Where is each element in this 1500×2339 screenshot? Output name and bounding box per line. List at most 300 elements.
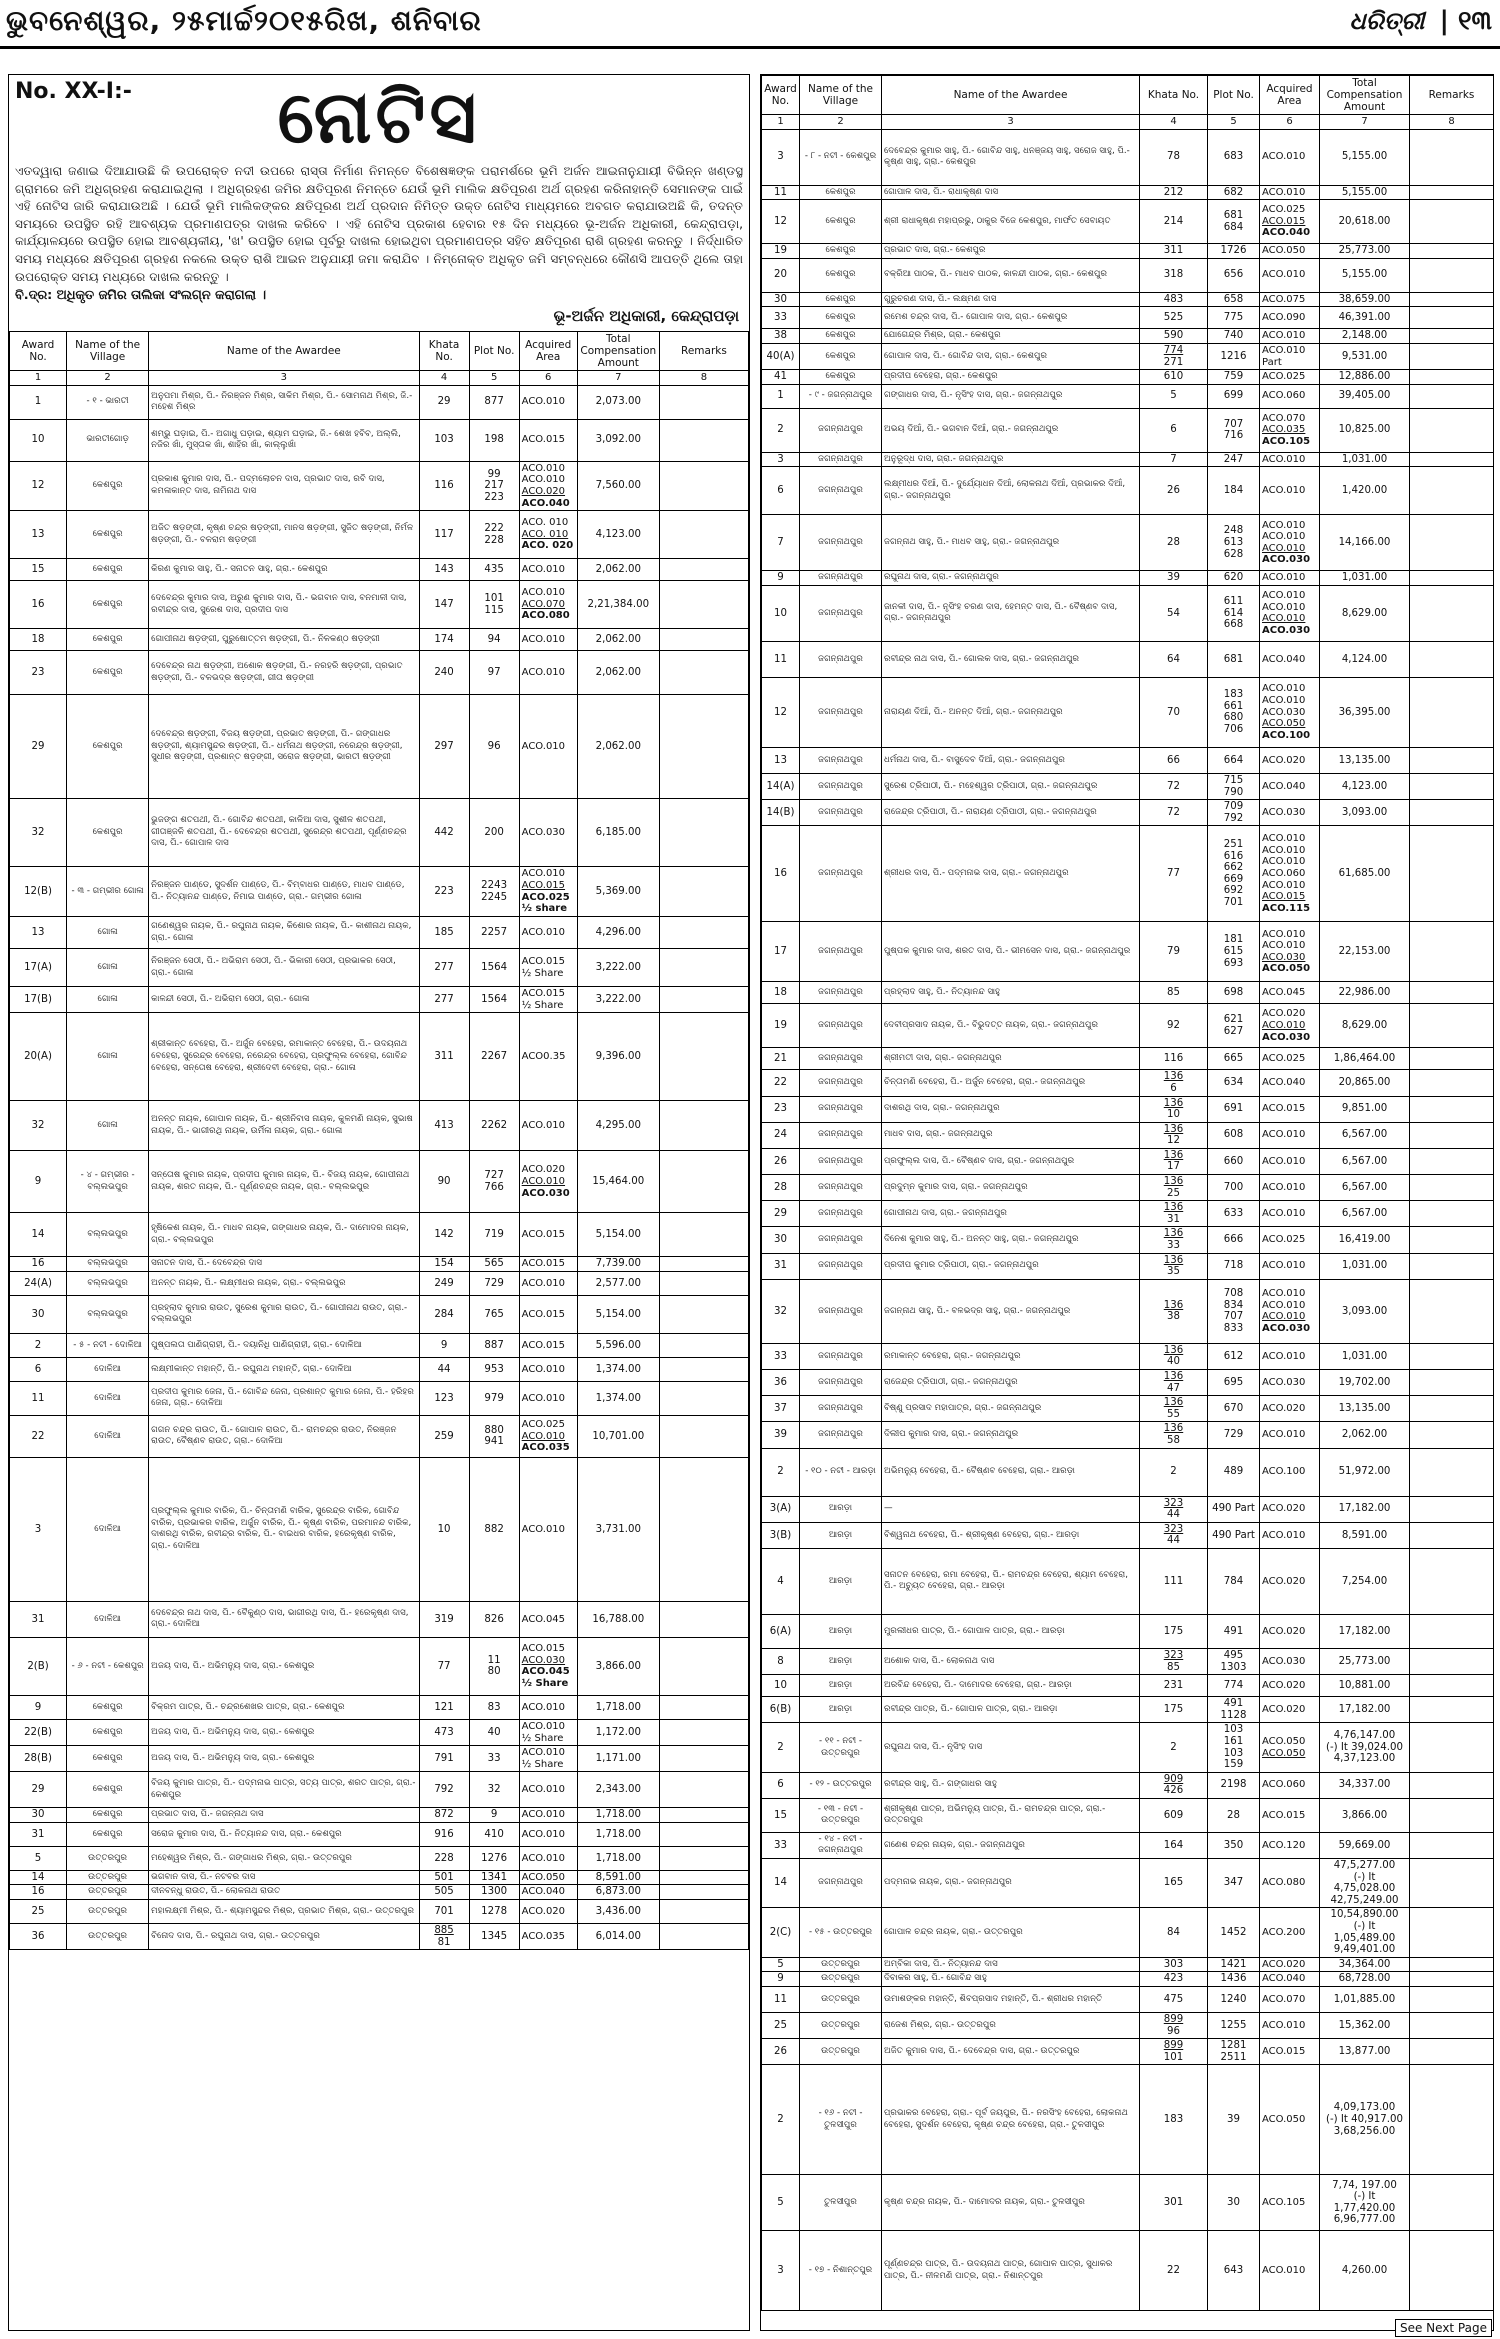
compensation-cell: 6,185.00 [577,799,659,867]
area-cell [1260,2013,1320,2039]
khata-line: 136 [1163,1371,1184,1382]
remarks-cell [1410,1972,1494,1987]
index-cell: 6 [519,371,577,386]
area-cell [1260,800,1320,826]
area-value: ACO.020 [1262,1402,1306,1414]
area-value: ACO.045 [1262,987,1306,999]
header-area: Acquired Area [1260,76,1320,115]
khata-cell: 111 [1140,1548,1208,1614]
plot-number: 183 [1223,689,1244,701]
award-no-cell: 14 [10,1213,67,1257]
awardee-cell: ଅନୁରୂଦ୍ଧ ଦାସ, ଗ୍ରା.- ଜଗନ୍ନାଥପୁର [882,452,1140,467]
area-cell [1260,343,1320,369]
area-cell [519,1101,577,1151]
plot-number: 708 [1223,1288,1244,1300]
awardee-cell: ଗଙ୍ଗାଧର ଦାସ, ପି.- ନୃସିଂହ ଦାସ, ଗ୍ରା.- ଜଗନ୍ନାଥପୁର [882,384,1140,408]
award-no-cell: 3 [10,1457,67,1601]
compensation-cell: 13,135.00 [1320,1396,1410,1422]
area-value: ½ share [521,903,568,915]
khata-cell: 284 [419,1295,469,1333]
area-value: ACO.010 [521,1852,566,1864]
area-cell [1260,1422,1320,1448]
remarks-cell [1410,2039,1494,2065]
area-value: ACO.015 [521,434,566,446]
award-no-cell: 7 [762,515,800,571]
awardee-cell: ଗୋପୀନାଥ ଦାସ, ଗ୍ରା.- ଜଗନ୍ନାଥପୁର [882,1201,1140,1227]
khata-cell: 78 [1140,129,1208,185]
plot-cell [1208,292,1260,307]
awardee-cell: ଶ୍ରୀ ରାଧାକୃଷ୍ଣ ମହାପ୍ରଭୁ, ଠାକୁର ବିଜେ କେଶପୁର, ମାର୍ଫତ ସେବାୟତ [882,200,1140,244]
table-row [10,1333,749,1357]
area-value: ½ Share [521,1758,564,1770]
plot-number: 2511 [1220,2051,1247,2063]
award-no-cell: 19 [762,244,800,259]
area-value: ACO.010 [521,926,566,938]
plot-cell [1208,370,1260,385]
area-value: ACO.070 [1262,412,1306,424]
remarks-cell [1410,1859,1494,1908]
village-cell: କେଶପୁର [67,1772,149,1808]
notice-paragraph: ଏତଦ୍ୱାରା ଜଣାଇ ଦିଆଯାଉଛି କି ଉପରୋକ୍ତ ନଦୀ ଉପରେ ରାସ୍ତା ନିର୍ମାଣ ନିମନ୍ତେ ବିଶେଷଜ୍ଞଙ୍କ ପରାମର୍ଶରେ ଭୂମି ଅର୍ଜନ ଆଇନାନୁଯାୟୀ ବିଭିନ୍ନ ଖଣ୍ଡସ୍ଥ ଗ୍ରାମରେ ଜମି ଅଧିଗ୍ରହଣ କରାଯାଇଥିଲା । ଅଧିଗ୍ରହଣ ଜମିର କ୍ଷତିପୂରଣ ନିମନ୍ତେ ଯେଉଁ ଭୂମି ମାଲିକ କ୍ଷତିପୂରଣ ଅର୍ଥ ଗ୍ରହଣ କରିନାହାନ୍ତି ସେମାନଙ୍କ ପାଇଁ ଏହି ନୋଟିସ ଜାରି କରାଯାଉଅଛି । ଯେଉଁ ଭୂମି ମାଲିକଙ୍କର କ୍ଷତିପୂରଣ ଅର୍ଥ ପ୍ରଦାନ ନିମିତ୍ତ ଉକ୍ତ ନୋଟିସ ମାଧ୍ୟମରେ ଅବଗତ କରାଯାଉଅଛି କି, ତଦନ୍ତ ସମୟରେ ଉପସ୍ଥିତ ରହି ଆବଶ୍ୟକ ପ୍ରମାଣପତ୍ର ଦାଖଲ କରିବେ । ଏହି ନୋଟିସ ପ୍ରକାଶ ହେବାର ୧୫ ଦିନ ମଧ୍ୟରେ ଭୂ-ଅର୍ଜନ ଅଧିକାରୀ, କେନ୍ଦ୍ରାପଡ଼ା, କାର୍ଯ୍ୟାଳୟରେ ଉପସ୍ଥିତ ହୋଇ ଆବଶ୍ୟକୀୟ, 'ଖ' ଉପସ୍ଥିତ ହୋଇ ପୂର୍ବରୁ ଦାଖଲ ହୋଇଥିବା ପ୍ରମାଣପତ୍ର ସହିତ କ୍ଷତିପୂରଣ ରାଶି ଗ୍ରହଣ କରନ୍ତୁ । ନିର୍ଦ୍ଧାରିତ ସମୟ ମଧ୍ୟରେ କ୍ଷତିପୂରଣ ଗ୍ରହଣ ନକଲେ ଉକ୍ତ ରାଶି ଆଇନ ଅନୁଯାୟୀ ଜମା କରାଯିବ । ନିମ୍ନୋକ୍ତ ଅଧିକୃତ ଜମି ସମ୍ବନ୍ଧରେ କୌଣସି ଆପତ୍ତି ଥିଲେ ତାହା ଉପରୋକ୍ତ ସମୟ ମଧ୍ୟରେ ଦାଖଲ କରନ୍ତୁ । [15,164,743,284]
village-cell: କେଶପୁର [67,511,149,559]
plot-number: 101 [484,593,504,605]
awardee-cell: କୃଷ୍ଣ ଚନ୍ଦ୍ର ନାୟକ, ପି.- ଦାମୋଦର ନାୟକ, ଗ୍ରା.- ତୁଳସୀପୁର [882,2175,1140,2231]
compensation-cell: 4,295.00 [577,1101,659,1151]
plot-cell [1208,1772,1260,1798]
remarks-cell [1410,2065,1494,2175]
comp-line: 4,76,147.00 [1333,1730,1396,1742]
area-value: ACO.120 [1262,1839,1306,1851]
plot-number: 489 [1223,1466,1244,1478]
village-cell: ଜଗନ୍ନାଥପୁର [800,1148,882,1174]
area-cell [519,799,577,867]
plot-cell [1208,641,1260,677]
awardee-cell: ଅଭୟ ଦିଆଁ, ପି.- ଭଗବାନ ଦିଆଁ, ଗ୍ରା.- ଜଗନ୍ନାଥପୁର [882,408,1140,452]
plot-cell [1208,1522,1260,1548]
area-value: ACO.010 [1262,531,1306,543]
header-award-no: Award No. [10,332,67,371]
area-cell [1260,185,1320,200]
table-row [10,419,749,461]
header-village: Name of the Village [800,76,882,115]
awardee-cell: ଲକ୍ଷ୍ମୀଧର ଦିଆଁ, ପି.- ଦୁର୍ଯ୍ୟୋଧନ ଦିଆଁ, ଲୋକନାଥ ଦିଆଁ, ପ୍ରଭାକର ଦିଆଁ, ଗ୍ରା.- ଜଗନ୍ନାଥପୁର [882,467,1140,515]
plot-number: 775 [1223,312,1244,324]
khata-cell: 2 [1140,1723,1208,1772]
plot-number: 979 [484,1392,504,1404]
table-row [762,329,1494,344]
remarks-cell [659,799,748,867]
khata-cell: 228 [419,1846,469,1870]
compensation-cell: 46,391.00 [1320,307,1410,329]
compensation-cell: 7,254.00 [1320,1548,1410,1614]
area-value: ACO.030 [1262,1031,1311,1043]
area-value: ACO.010 [1262,1288,1306,1300]
compensation-cell: 10,701.00 [577,1415,659,1457]
plot-number: 691 [1223,1103,1244,1115]
award-no-cell: 33 [762,1832,800,1858]
plot-number: 1452 [1220,1926,1247,1938]
village-cell: କେଶପୁର [67,1822,149,1846]
header-award-no: Award No. [762,76,800,115]
table-row [10,1719,749,1745]
plot-cell [469,1601,519,1637]
area-cell [1260,1096,1320,1122]
village-cell: ବଲ୍ଲଭପୁର [67,1271,149,1295]
award-no-cell: 15 [10,559,67,581]
village-cell: ଉତ୍ତରପୁର [67,1924,149,1950]
plot-number: 1128 [1220,1709,1247,1721]
award-no-cell: 26 [762,1148,800,1174]
award-no-cell: 9 [762,1972,800,1987]
area-cell [1260,408,1320,452]
table-row [762,1798,1494,1832]
khata-cell: 28 [1140,515,1208,571]
plot-cell [469,1013,519,1101]
compensation-cell: 3,731.00 [577,1457,659,1601]
khata-cell: 442 [419,799,469,867]
remarks-cell [659,1357,748,1381]
award-no-cell: 14(B) [762,800,800,826]
table-row [762,2231,1494,2311]
index-cell: 5 [469,371,519,386]
award-no-cell: 4 [762,1548,800,1614]
village-cell: ବଲ୍ଲଭପୁର [67,1213,149,1257]
table-row [10,581,749,629]
awardee-cell: ଅଜୟ ଦାସ, ପି.- ଅଭିମନ୍ୟୁ ଦାସ, ଗ୍ରା.- କେଶପୁର [149,1637,419,1695]
remarks-cell [1410,185,1494,200]
awardee-cell: ଧର୍ମନାଥ ଦାସ, ପି.- ବାସୁଦେବ ଦିଆଁ, ଗ୍ରା.- ଜଗନ୍ନାଥପୁର [882,747,1140,773]
table-row [762,1832,1494,1858]
compensation-cell: 9,531.00 [1320,343,1410,369]
area-value: ACO.010 [1262,613,1306,625]
awardee-cell: ପ୍ରଭାତ ଦାସ, ପି.- ଜଗନ୍ନାଥ ଦାସ [149,1808,419,1823]
area-value: ACO.025 [1262,371,1306,383]
table-row [762,1004,1494,1048]
khata-cell: 231 [1140,1675,1208,1697]
area-value: ACO.010 [1262,928,1306,940]
area-value: ACO.010 [1262,519,1306,531]
remarks-cell [1410,1832,1494,1858]
header-compensation: Total Compensation Amount [1320,76,1410,115]
plot-cell [1208,826,1260,922]
area-cell [519,1151,577,1213]
award-no-cell: 23 [10,651,67,695]
area-value: ACO.010 [521,1701,566,1713]
remarks-cell [1410,585,1494,641]
awardee-cell: ଅରବିନ୍ଦ ବେହେରା, ପି.- ଦାମୋଦର ବେହେରା, ଗ୍ରା.- ଆରଡ଼ା [882,1675,1140,1697]
area-cell [1260,1070,1320,1096]
remarks-cell [659,1746,748,1772]
remarks-cell [1410,1987,1494,2013]
plot-number: 80 [487,1666,501,1678]
table-row [10,1295,749,1333]
remarks-cell [659,1295,748,1333]
khata-cell [1140,1175,1208,1201]
newspaper-logo: ଧରିତ୍ରୀ [1349,6,1425,35]
village-cell: ବଲ୍ଲଭପୁର [67,1257,149,1272]
khata-cell: 240 [419,651,469,695]
area-value: ACO.015 [521,988,566,1000]
plot-cell [1208,1614,1260,1648]
area-cell [1260,1908,1320,1957]
award-no-cell: 24 [762,1122,800,1148]
khata-line: 101 [1163,2051,1184,2063]
table-row [10,1772,749,1808]
remarks-cell [1410,1448,1494,1496]
area-value: ACO.105 [1262,436,1311,448]
remarks-cell [1410,747,1494,773]
plot-cell [1208,384,1260,408]
award-no-cell: 14(A) [762,773,800,799]
area-value: ACO.015 [521,1643,566,1655]
plot-number: 222 [484,523,504,535]
plot-number: 693 [1223,957,1244,969]
table-row [10,1381,749,1415]
area-value: ACO.035 [521,1930,566,1942]
award-no-cell: 25 [10,1900,67,1924]
khata-cell: 185 [419,917,469,949]
area-value: ACO.075 [1262,293,1306,305]
village-cell: ଜଗନ୍ନାଥପୁର [800,571,882,586]
table-row [10,695,749,799]
area-value: ACO.030 [1262,706,1306,718]
khata-cell: 84 [1140,1908,1208,1957]
award-no-cell: 2 [762,1448,800,1496]
compensation-cell: 3,222.00 [577,987,659,1013]
plot-cell [1208,571,1260,586]
village-cell: ଆରଡ଼ା [800,1522,882,1548]
compensation-cell: 3,866.00 [1320,1798,1410,1832]
plot-number: 1726 [1220,245,1247,257]
plot-cell [1208,185,1260,200]
area-value: ACO.100 [1262,1466,1306,1478]
compensation-cell: 20,618.00 [1320,200,1410,244]
khata-cell: 475 [1140,1987,1208,2013]
awardee-cell: ଅଜୟ ଦାସ, ପି.- ଅଭିମନ୍ୟୁ ଦାସ, ଗ୍ରା.- କେଶପୁର [149,1719,419,1745]
area-value: ACO.040 [1262,1077,1306,1089]
khata-line: 136 [1163,1149,1184,1161]
area-cell [1260,1279,1320,1343]
compensation-cell: 7,560.00 [577,461,659,510]
compensation-cell: 9,396.00 [577,1013,659,1101]
plot-number: 217 [484,480,504,492]
table-row [762,641,1494,677]
plot-number: 347 [1223,1877,1244,1889]
remarks-cell [1410,292,1494,307]
award-no-cell: 13 [762,747,800,773]
area-value: ½ Share [521,999,564,1011]
table-row [10,629,749,651]
compensation-cell: 22,153.00 [1320,922,1410,982]
khata-line: 81 [437,1936,451,1948]
plot-number: 1345 [481,1930,508,1942]
plot-number: 565 [484,1258,504,1270]
khata-cell [1140,1648,1208,1674]
plot-cell [469,917,519,949]
remarks-cell [1410,1048,1494,1070]
award-no-cell: 19 [762,1004,800,1048]
area-cell [1260,1697,1320,1723]
area-cell [1260,329,1320,344]
left-column [8,74,750,2331]
awardee-cell: — [882,1496,1140,1522]
village-cell: ଜଗନ୍ନାଥପୁର [800,467,882,515]
remarks-cell [659,559,748,581]
table-row [762,1396,1494,1422]
awardee-cell: ଭଗବାନ ଦାସ, ପି.- ନଟବର ଦାସ [149,1870,419,1885]
left-table-body [10,385,749,1950]
area-value: ACO.070 [1262,1993,1306,2005]
plot-number: 784 [1223,1575,1244,1587]
area-cell [1260,1548,1320,1614]
awardee-cell: ପ୍ରଦୀପ ବେହେରା, ଗ୍ରା.- କେଶପୁର [882,370,1140,385]
khata-cell: 66 [1140,747,1208,773]
table-row [762,922,1494,982]
plot-number: 729 [484,1277,504,1289]
header-awardee: Name of the Awardee [149,332,419,371]
plot-cell [469,1333,519,1357]
award-no-cell: 16 [10,1257,67,1272]
page-header [0,0,1500,49]
table-row [762,515,1494,571]
khata-line: 85 [1167,1661,1180,1673]
award-no-cell: 9 [10,1151,67,1213]
header-remarks: Remarks [1410,76,1494,115]
awardee-cell: ଅଜିତ ଷଡ଼ଙ୍ଗୀ, କୃଷ୍ଣ ଚନ୍ଦ୍ର ଷଡ଼ଙ୍ଗୀ, ମାନସ ଷଡ଼ଙ୍ଗୀ, ସୁଜିତ ଷଡ଼ଙ୍ଗୀ, ନିର୍ମଳ ଷଡ଼ଙ୍ଗୀ, ପି.- ବଳରାମ ଷଡ଼ଙ୍ଗୀ [149,511,419,559]
award-no-cell: 38 [762,329,800,344]
area-value: ACO.010 [521,1363,566,1375]
area-value: ACO.040 [521,1886,566,1898]
area-cell [519,867,577,917]
plot-cell [469,1808,519,1823]
area-value: ACO.010 [1262,856,1306,868]
village-cell: କେଶପୁର [800,307,882,329]
khata-cell [1140,1148,1208,1174]
compensation-cell: 39,405.00 [1320,384,1410,408]
remarks-cell [1410,408,1494,452]
area-value: ACO.010 [1262,330,1306,342]
compensation-cell: 1,031.00 [1320,1343,1410,1369]
remarks-cell [659,1213,748,1257]
khata-line: 33 [1167,1240,1180,1252]
index-cell: 6 [1260,115,1320,130]
table-row [10,511,749,559]
plot-cell [469,1213,519,1257]
header-remarks: Remarks [659,332,748,371]
compensation-cell: 34,364.00 [1320,1957,1410,1972]
area-value: ACO.010 [1262,1020,1306,1032]
compensation-cell: 4,260.00 [1320,2231,1410,2311]
khata-cell: 103 [419,419,469,461]
khata-cell: 301 [1140,2175,1208,2231]
awardee-cell: ଶ୍ରୀଧର ଦାସ, ପି.- ପଦ୍ମନାଭ ଦାସ, ଗ୍ରା.- ଜଗନ୍ନାଥପୁର [882,826,1140,922]
compensation-cell: 61,685.00 [1320,826,1410,922]
area-value: ACO. 020 [521,540,574,552]
khata-cell: 311 [1140,244,1208,259]
plot-cell [469,461,519,510]
plot-cell [1208,1548,1260,1614]
award-no-cell: 41 [762,370,800,385]
table-row [762,1697,1494,1723]
plot-cell [1208,408,1260,452]
plot-cell [1208,1675,1260,1697]
award-no-cell: 15 [762,1798,800,1832]
comp-line: (-) It 40,917.00 [1326,2114,1403,2126]
plot-number: 103 [1223,1747,1244,1759]
plot-cell [469,511,519,559]
plot-number: 491 [1223,1625,1244,1637]
khata-line: 774 [1163,344,1184,356]
plot-number: 200 [484,826,504,838]
comp-line: 4,37,123.00 [1333,1753,1396,1765]
table-row [10,1870,749,1885]
area-value: ACO.020 [1262,1679,1306,1691]
khata-cell [1140,1201,1208,1227]
remarks-cell [1410,982,1494,1004]
remarks-cell [1410,1422,1494,1448]
plot-number: 941 [484,1436,504,1448]
khata-cell [1140,1496,1208,1522]
awardee-cell: ସନାତନ ଦାସ, ପି.- ଦେବେନ୍ଦ୍ର ଦାସ [149,1257,419,1272]
index-cell: 5 [1208,115,1260,130]
area-cell [1260,747,1320,773]
plot-cell [1208,1448,1260,1496]
plot-cell [1208,1070,1260,1096]
area-cell [1260,129,1320,185]
area-value: ACO.025 [521,1419,566,1431]
compensation-cell: 38,659.00 [1320,292,1410,307]
table-row [762,370,1494,385]
village-cell: - ୧୦ - ନଟୀ - ଆରଡ଼ା [800,1448,882,1496]
table-row [762,1908,1494,1957]
plot-cell [469,385,519,419]
area-cell [1260,292,1320,307]
table-row [10,1415,749,1457]
remarks-cell [1410,1723,1494,1772]
compensation-cell: 17,182.00 [1320,1697,1410,1723]
plot-number: 633 [1223,1208,1244,1220]
area-cell [519,1885,577,1900]
khata-cell: 44 [419,1357,469,1381]
area-value: ACO.060 [1262,1779,1306,1791]
area-cell [1260,1798,1320,1832]
compensation-cell: 1,374.00 [577,1381,659,1415]
plot-cell [1208,1004,1260,1048]
remarks-cell [1410,129,1494,185]
village-cell: ଆରଡ଼ା [800,1697,882,1723]
table-row [10,1900,749,1924]
plot-number: 228 [484,534,504,546]
compensation-cell: 2,062.00 [1320,1422,1410,1448]
plot-number: 247 [1223,453,1244,465]
plot-number: 1421 [1220,1958,1247,1970]
khata-cell [1140,1227,1208,1253]
khata-cell [1140,1070,1208,1096]
village-cell: କେଶପୁର [800,329,882,344]
area-value: ACO.040 [1262,780,1306,792]
plot-number: 1341 [481,1871,508,1883]
remarks-cell [1410,307,1494,329]
khata-cell: 916 [419,1822,469,1846]
area-cell [1260,1396,1320,1422]
khata-cell: 54 [1140,585,1208,641]
table-row [10,917,749,949]
awardee-cell: ହୃଷିକେଶ ନାୟକ, ପି.- ମାଧବ ନାୟକ, ଗଙ୍ଗାଧର ନାୟକ, ପି.- ଦାମୋଦର ନାୟକ, ଗ୍ରା.- ବଲ୍ଲଭପୁର [149,1213,419,1257]
plot-cell [469,1101,519,1151]
award-no-cell: 31 [10,1601,67,1637]
area-value: ACO.010 [1262,683,1306,695]
village-cell: - ୯ - ଜଗନ୍ନାଥପୁର [800,384,882,408]
